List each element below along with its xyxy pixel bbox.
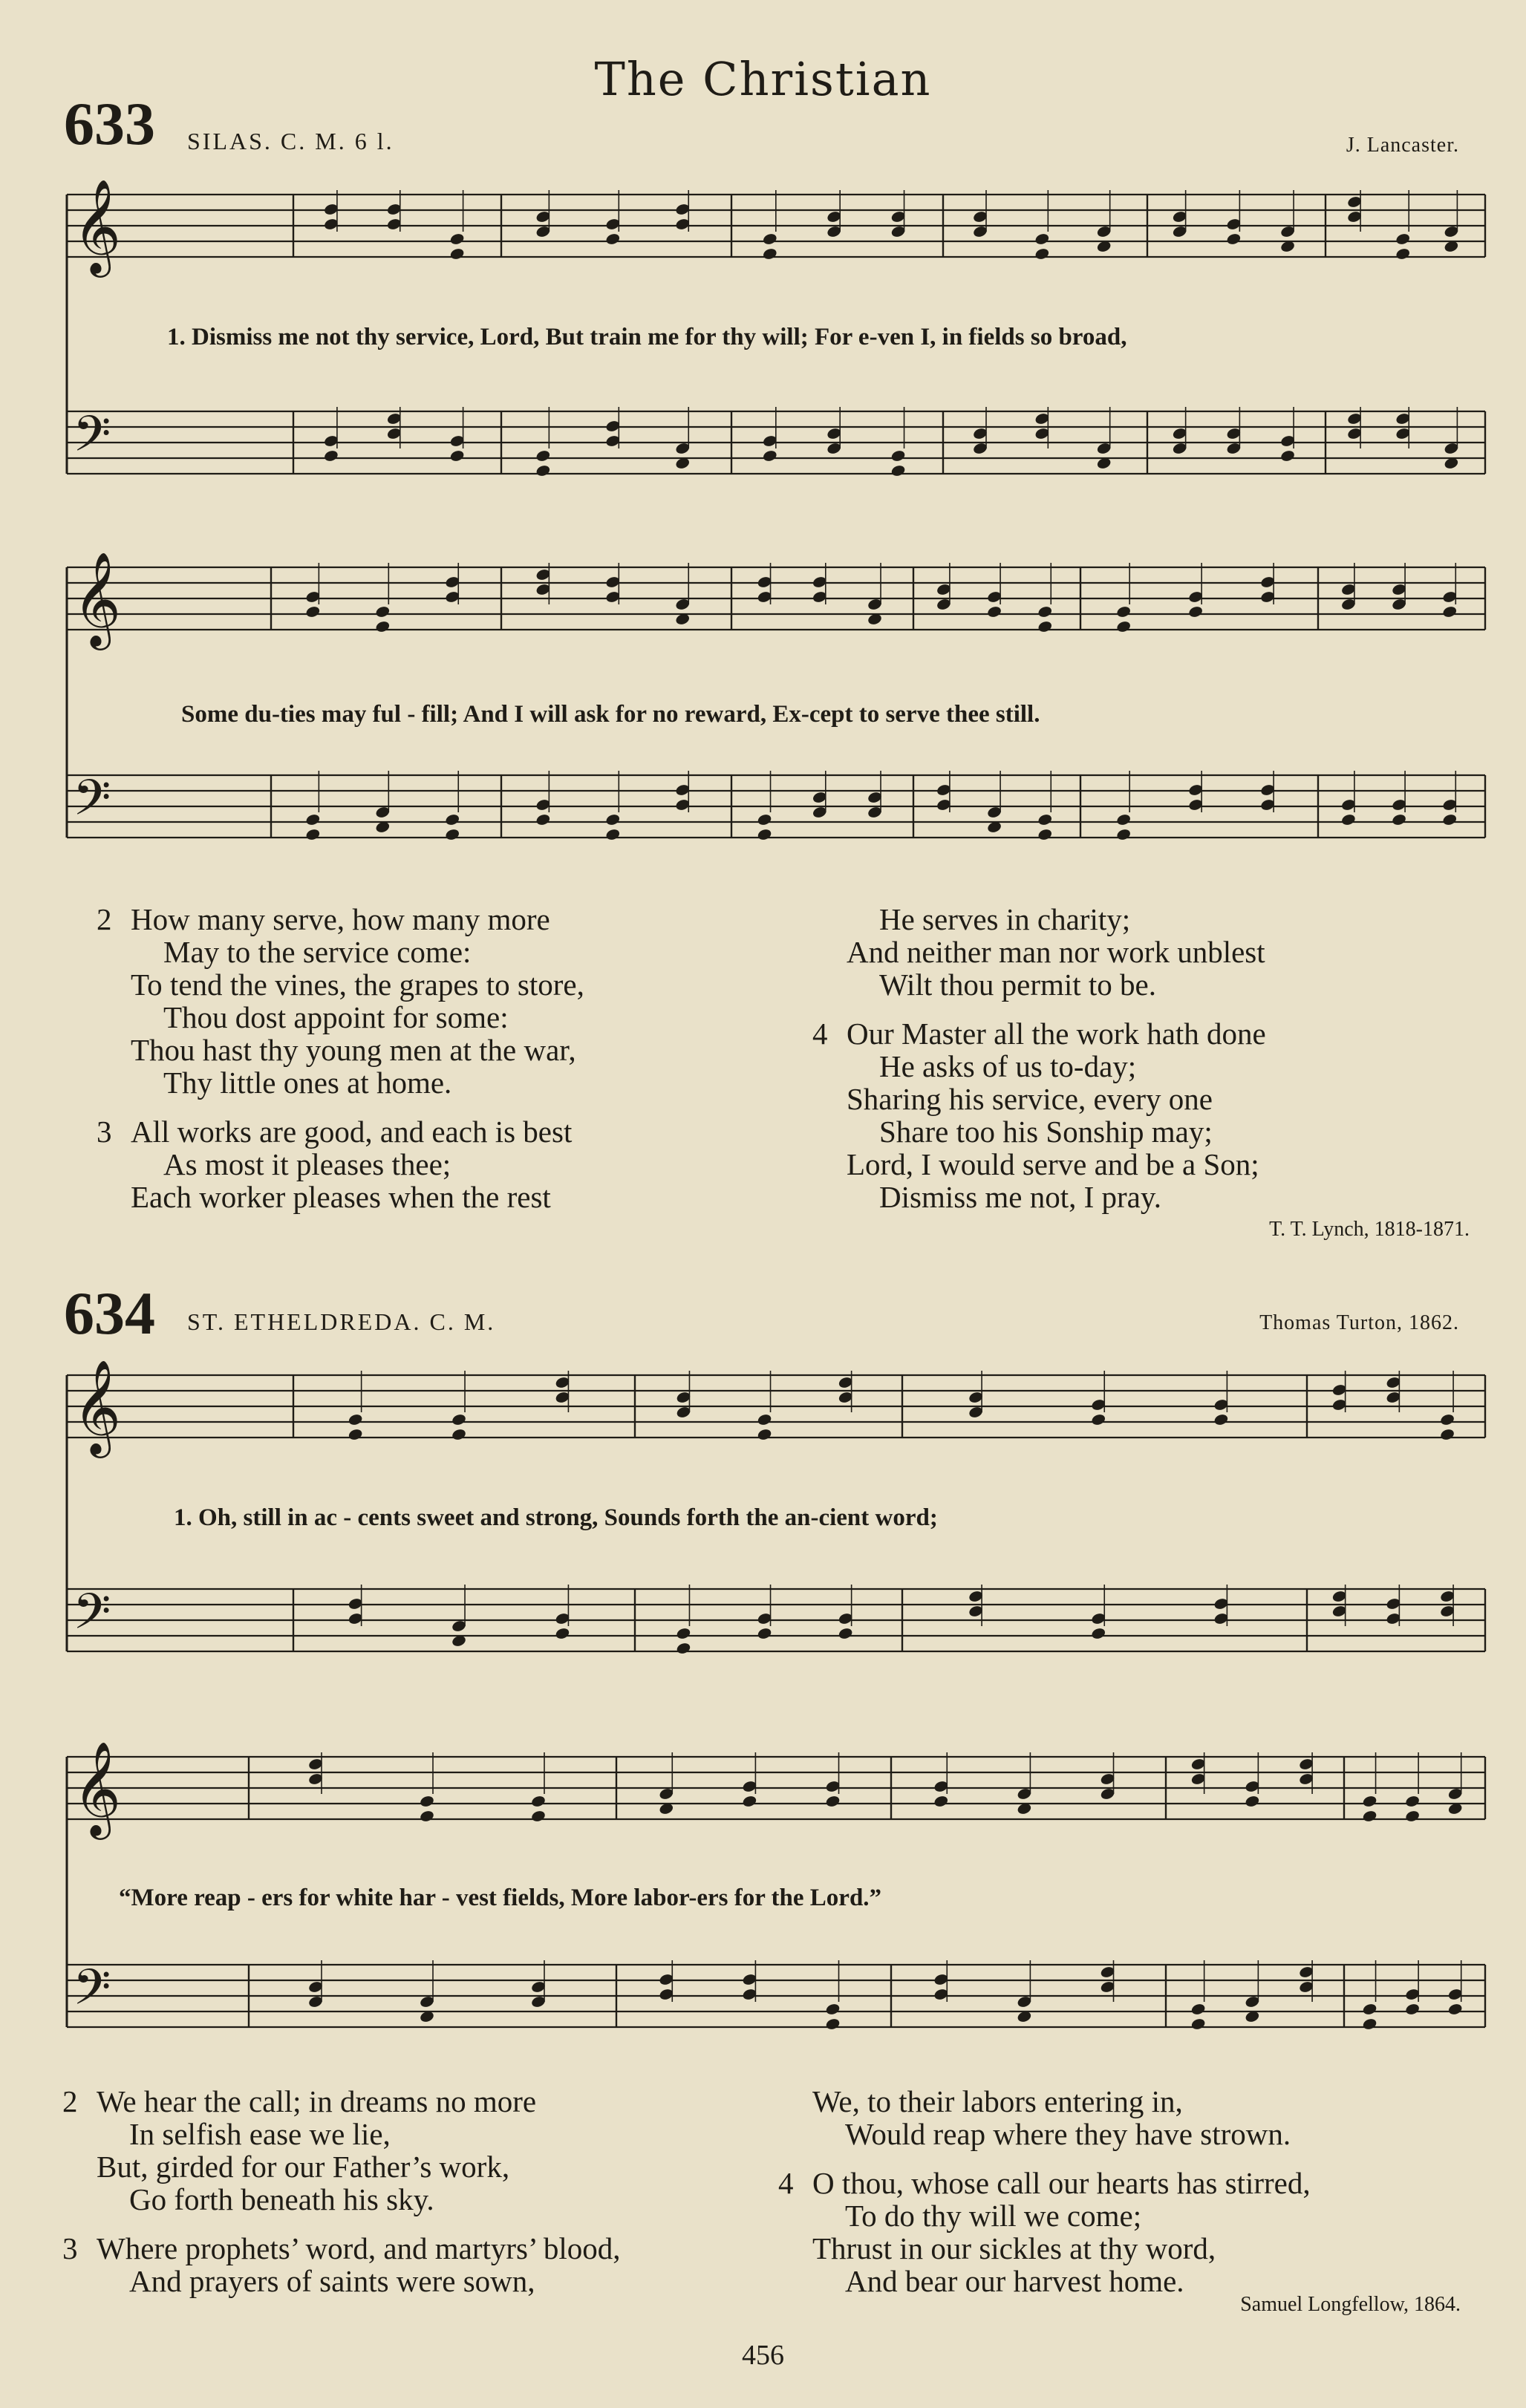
note-head xyxy=(1442,605,1458,619)
stanza-line: To do thy will we come; xyxy=(845,2199,1142,2233)
stanza-line: We, to their labors entering in, xyxy=(812,2084,1183,2118)
note-head xyxy=(1226,232,1242,246)
page-number: 456 xyxy=(742,2340,784,2371)
note-head xyxy=(305,828,321,841)
lyrics-line: 1. Dismiss me not thy service, Lord, But train me for thy will; For e-ven I, in fields so broad, xyxy=(167,324,1127,350)
note-head xyxy=(1404,2003,1420,2016)
note-head xyxy=(535,449,551,463)
note-head xyxy=(555,1627,570,1640)
stanza-line: All works are good, and each is best xyxy=(131,1115,573,1149)
stanza-line: Go forth beneath his sky. xyxy=(129,2182,434,2216)
note-head xyxy=(375,605,391,619)
note-head xyxy=(1037,605,1053,619)
stanza-line: Our Master all the work hath done xyxy=(847,1017,1266,1051)
note-head xyxy=(1439,1428,1455,1441)
note-head xyxy=(348,1428,363,1441)
note-head xyxy=(1116,605,1132,619)
bass-clef-icon: 𝄢 xyxy=(73,769,111,838)
note-head xyxy=(1190,2017,1206,2031)
note-head xyxy=(986,605,1002,619)
note-head xyxy=(1395,247,1411,261)
stanza-line: Share too his Sonship may; xyxy=(879,1115,1213,1149)
note-head xyxy=(305,813,321,826)
note-head xyxy=(451,1413,466,1426)
note-head xyxy=(535,813,551,826)
note-head xyxy=(1447,2003,1463,2016)
note-head xyxy=(1404,1795,1420,1808)
stanza-line: And bear our harvest home. xyxy=(845,2264,1184,2298)
stanza-line: Sharing his service, every one xyxy=(847,1082,1213,1116)
note-head xyxy=(825,2017,841,2031)
note-head xyxy=(1034,232,1050,246)
note-head xyxy=(449,449,465,463)
stanza-line: Thou hast thy young men at the war, xyxy=(131,1033,576,1067)
note-head xyxy=(419,1810,434,1823)
note-head xyxy=(1213,1413,1229,1426)
stanza-line: Lord, I would serve and be a Son; xyxy=(847,1147,1259,1181)
stanza-line: And prayers of saints were sown, xyxy=(129,2264,535,2298)
note-head xyxy=(1190,2003,1206,2016)
treble-clef-icon: 𝄞 xyxy=(73,178,122,273)
author-credit: Samuel Longfellow, 1864. xyxy=(1240,2293,1461,2316)
note-head xyxy=(1362,2003,1377,2016)
stanza-number: 4 xyxy=(778,2166,794,2200)
stanza-line: To tend the vines, the grapes to store, xyxy=(131,968,584,1002)
stanza-line: Dismiss me not, I pray. xyxy=(879,1180,1161,1214)
note-head xyxy=(1037,813,1053,826)
note-head xyxy=(1187,605,1203,619)
stanza-line: Each worker pleases when the rest xyxy=(131,1180,551,1214)
note-head xyxy=(1037,828,1053,841)
stanza-line: Wilt thou permit to be. xyxy=(879,968,1156,1002)
note-head xyxy=(375,620,391,633)
note-head xyxy=(305,605,321,619)
tune-name: SILAS. C. M. 6 l. xyxy=(187,128,394,154)
note-head xyxy=(530,1795,546,1808)
note-head xyxy=(890,449,906,463)
note-head xyxy=(1091,1627,1106,1640)
stanza-line: Thy little ones at home. xyxy=(163,1066,452,1100)
note-head xyxy=(825,2003,841,2016)
stanza-line: Thrust in our sickles at thy word, xyxy=(812,2231,1216,2265)
note-head xyxy=(1091,1413,1106,1426)
note-head xyxy=(762,247,777,261)
note-head xyxy=(757,1627,772,1640)
note-head xyxy=(933,1795,949,1808)
note-head xyxy=(838,1627,853,1640)
lyrics-line: Some du-ties may ful - fill; And I will ask for no reward, Ex-cept to serve thee still. xyxy=(181,701,1040,728)
note-head xyxy=(825,1795,841,1808)
note-head xyxy=(1391,813,1406,826)
treble-clef-icon: 𝄞 xyxy=(73,1359,122,1454)
stanza-line: How many serve, how many more xyxy=(131,902,550,936)
lyrics-line: 1. Oh, still in ac - cents sweet and strong, Sounds forth the an-cient word; xyxy=(174,1504,938,1531)
note-head xyxy=(449,232,465,246)
note-head xyxy=(605,813,621,826)
treble-clef-icon: 𝄞 xyxy=(73,551,122,646)
hymn-number: 634 xyxy=(64,1279,155,1347)
note-head xyxy=(1442,813,1458,826)
note-head xyxy=(1116,620,1132,633)
note-head xyxy=(1116,813,1132,826)
tune-name: ST. ETHELDREDA. C. M. xyxy=(187,1308,496,1335)
note-head xyxy=(445,813,460,826)
note-head xyxy=(1340,813,1356,826)
note-head xyxy=(676,1627,691,1640)
stanza-number: 3 xyxy=(62,2231,78,2265)
stanza-line: Would reap where they have strown. xyxy=(845,2117,1291,2151)
note-head xyxy=(890,464,906,477)
note-head xyxy=(762,449,777,463)
note-head xyxy=(419,1795,434,1808)
stanza-line: Thou dost appoint for some: xyxy=(163,1000,509,1034)
note-head xyxy=(1037,620,1053,633)
hymn-number: 633 xyxy=(64,90,155,157)
stanza-number: 2 xyxy=(97,902,112,936)
stanza-line: And neither man nor work unblest xyxy=(847,935,1265,969)
note-head xyxy=(449,247,465,261)
note-head xyxy=(1439,1413,1455,1426)
stanza-line: He asks of us to-day; xyxy=(879,1049,1137,1083)
note-head xyxy=(1116,828,1132,841)
note-head xyxy=(757,828,772,841)
stanza-line: But, girded for our Father’s work, xyxy=(97,2150,510,2184)
note-head xyxy=(1362,2017,1377,2031)
note-head xyxy=(323,449,339,463)
note-head xyxy=(676,1642,691,1655)
author-credit: T. T. Lynch, 1818-1871. xyxy=(1269,1218,1470,1241)
composer: Thomas Turton, 1862. xyxy=(1259,1311,1459,1334)
note-head xyxy=(451,1428,466,1441)
bass-clef-icon: 𝄢 xyxy=(73,1583,111,1652)
stanza-line: We hear the call; in dreams no more xyxy=(97,2084,537,2118)
composer: J. Lancaster. xyxy=(1346,134,1459,157)
note-head xyxy=(605,232,621,246)
stanza-line: O thou, whose call our hearts has stirred, xyxy=(812,2166,1311,2200)
section-title: The Christian xyxy=(594,52,932,106)
treble-clef-icon: 𝄞 xyxy=(73,1740,122,1836)
note-head xyxy=(762,232,777,246)
note-head xyxy=(445,828,460,841)
stanza-line: May to the service come: xyxy=(163,935,472,969)
bass-clef-icon: 𝄢 xyxy=(73,1959,111,2028)
note-head xyxy=(1395,232,1411,246)
note-head xyxy=(348,1413,363,1426)
note-head xyxy=(535,464,551,477)
stanza-number: 3 xyxy=(97,1115,112,1149)
note-head xyxy=(1279,449,1295,463)
note-head xyxy=(1404,1810,1420,1823)
note-head xyxy=(742,1795,757,1808)
bass-clef-icon: 𝄢 xyxy=(73,405,111,474)
note-head xyxy=(757,1413,772,1426)
note-head xyxy=(1362,1795,1377,1808)
stanza-line: As most it pleases thee; xyxy=(163,1147,451,1181)
stanza-line: He serves in charity; xyxy=(879,902,1131,936)
stanza-line: Where prophets’ word, and martyrs’ blood, xyxy=(97,2231,621,2265)
stanza-line: In selfish ease we lie, xyxy=(129,2117,391,2151)
note-head xyxy=(1034,247,1050,261)
stanza-number: 4 xyxy=(812,1017,828,1051)
lyrics-line: “More reap - ers for white har - vest fields, More labor-ers for the Lord.” xyxy=(119,1885,882,1911)
note-head xyxy=(530,1810,546,1823)
note-head xyxy=(605,828,621,841)
note-head xyxy=(757,1428,772,1441)
note-head xyxy=(757,813,772,826)
note-head xyxy=(1362,1810,1377,1823)
stanza-number: 2 xyxy=(62,2084,78,2118)
note-head xyxy=(1245,1795,1260,1808)
